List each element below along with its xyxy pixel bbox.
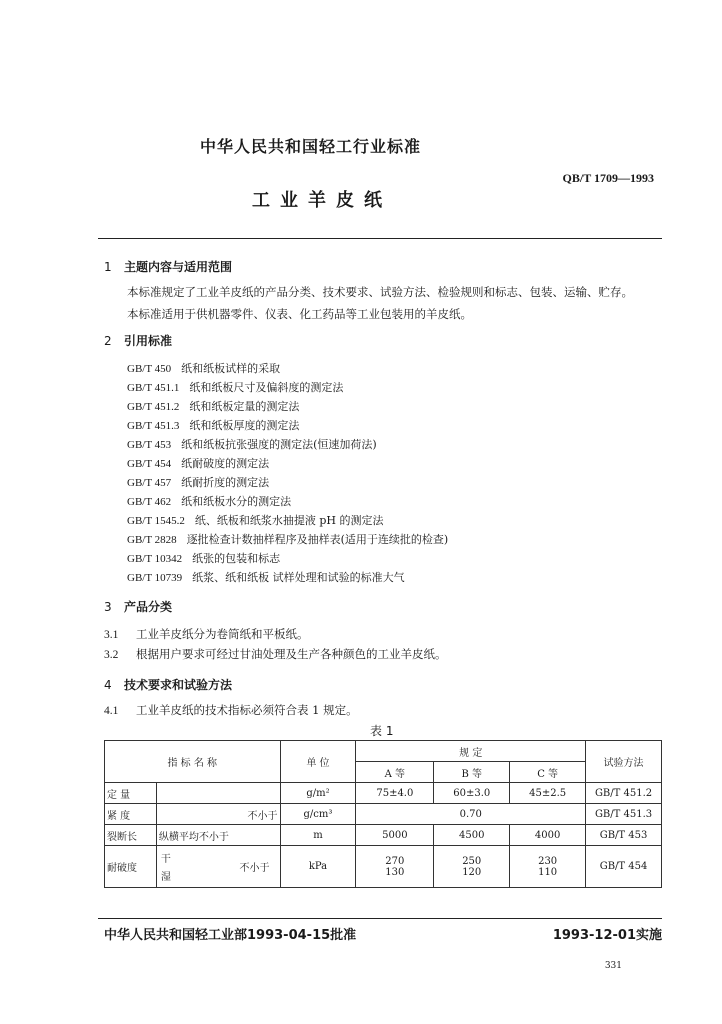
value-dry: 270 xyxy=(385,855,405,867)
cell-method: GB/T 453 xyxy=(586,825,662,846)
section-number: 2 xyxy=(104,334,112,348)
header-grade-b: B 等 xyxy=(434,762,510,783)
section-1-para-2: 本标准适用于供机器零件、仪表、化工药品等工业包装用的羊皮纸。 xyxy=(127,307,472,321)
clause-4-1 xyxy=(104,702,358,718)
effective-date: 1993-12-01实施 xyxy=(552,928,662,943)
reference-code: GB/T 2828 xyxy=(127,534,177,546)
row-condition xyxy=(156,783,280,804)
clause-3-1 xyxy=(104,626,309,642)
section-number: 1 xyxy=(104,260,112,274)
reference-item xyxy=(127,436,377,452)
value-wet: 120 xyxy=(462,866,482,878)
cell-grade-b: 4500 xyxy=(434,825,510,846)
reference-item xyxy=(127,512,384,528)
reference-title: 纸耐折度的测定法 xyxy=(181,476,270,489)
cell-grade-b: 60±3.0 xyxy=(434,783,510,804)
reference-code: GB/T 454 xyxy=(127,458,172,470)
reference-title: 纸和纸板抗张强度的测定法(恒速加荷法) xyxy=(181,438,377,451)
approval-note: 中华人民共和国轻工业部1993-04-15批准 xyxy=(104,928,357,943)
reference-code: GB/T 1545.2 xyxy=(127,515,185,527)
row-name: 裂断长 xyxy=(105,825,157,846)
reference-code: GB/T 451.3 xyxy=(127,420,180,432)
reference-code: GB/T 451.2 xyxy=(127,401,180,413)
clause-text: 工业羊皮纸的技术指标必须符合表 1 规定。 xyxy=(136,703,358,717)
cell-method: GB/T 454 xyxy=(586,846,662,888)
cell-grade-c xyxy=(510,846,586,888)
row-condition: 纵横平均不小于 xyxy=(156,825,280,846)
table-caption: 表 1 xyxy=(370,724,394,738)
section-title: 主题内容与适用范围 xyxy=(124,260,233,274)
cell-grade-c: 45±2.5 xyxy=(510,783,586,804)
value-wet: 130 xyxy=(385,866,405,878)
reference-item xyxy=(127,398,299,414)
reference-code: GB/T 450 xyxy=(127,363,172,375)
reference-item xyxy=(127,550,280,566)
row-condition: 不小于 xyxy=(156,804,280,825)
row-unit: g/cm³ xyxy=(280,804,356,825)
reference-code: GB/T 453 xyxy=(127,439,172,451)
cell-grade-c: 4000 xyxy=(510,825,586,846)
row-unit: kPa xyxy=(280,846,356,888)
reference-title: 纸和纸板尺寸及偏斜度的测定法 xyxy=(189,381,344,394)
condition-min: 不小于 xyxy=(239,863,270,874)
section-1-heading xyxy=(104,258,232,275)
clause-3-2 xyxy=(104,646,447,662)
reference-title: 纸和纸板试样的采取 xyxy=(181,362,281,375)
row-name: 紧 度 xyxy=(105,804,157,825)
value-wet: 110 xyxy=(538,866,558,878)
section-number: 3 xyxy=(104,600,112,614)
standard-code: QB/T 1709—1993 xyxy=(562,171,654,185)
reference-item xyxy=(127,493,291,509)
section-title: 引用标准 xyxy=(124,334,173,348)
section-title: 技术要求和试验方法 xyxy=(124,678,233,692)
reference-code: GB/T 10739 xyxy=(127,572,183,584)
section-title: 产品分类 xyxy=(124,600,173,614)
cell-method: GB/T 451.3 xyxy=(586,804,662,825)
value-dry: 230 xyxy=(538,855,558,867)
table-row xyxy=(105,825,662,846)
row-unit: m xyxy=(280,825,356,846)
header-spec: 规 定 xyxy=(356,741,586,762)
section-1-para-1: 本标准规定了工业羊皮纸的产品分类、技术要求、试验方法、检验规则和标志、包装、运输、贮存。 xyxy=(127,285,633,299)
row-condition xyxy=(156,846,280,888)
section-2-heading xyxy=(104,332,172,349)
header-indicator: 指 标 名 称 xyxy=(105,741,281,783)
reference-item xyxy=(127,531,448,547)
reference-title: 纸和纸板定量的测定法 xyxy=(189,400,300,413)
header-unit: 单 位 xyxy=(280,741,356,783)
section-4-heading xyxy=(104,676,232,693)
reference-title: 纸、纸板和纸浆水抽提液 pH 的测定法 xyxy=(194,514,384,527)
reference-title: 纸和纸板厚度的测定法 xyxy=(189,419,300,432)
clause-text: 工业羊皮纸分为卷筒纸和平板纸。 xyxy=(136,627,309,641)
section-3-heading xyxy=(104,598,172,615)
cell-grade-all: 0.70 xyxy=(356,804,586,825)
cell-grade-a xyxy=(356,846,434,888)
reference-item xyxy=(127,417,299,433)
clause-number: 3.1 xyxy=(104,629,119,641)
header-grade-c: C 等 xyxy=(510,762,586,783)
cell-method: GB/T 451.2 xyxy=(586,783,662,804)
header-rule xyxy=(98,238,662,239)
row-name: 定 量 xyxy=(105,783,157,804)
reference-item xyxy=(127,569,405,585)
clause-text: 根据用户要求可经过甘油处理及生产各种颜色的工业羊皮纸。 xyxy=(136,647,447,661)
reference-item xyxy=(127,455,269,471)
reference-title: 逐批检查计数抽样程序及抽样表(适用于连续批的检查) xyxy=(186,533,449,546)
header-method: 试验方法 xyxy=(586,741,662,783)
cell-grade-a: 75±4.0 xyxy=(356,783,434,804)
document-title: 工业羊皮纸 xyxy=(252,190,392,211)
reference-code: GB/T 457 xyxy=(127,477,172,489)
condition-dry: 干 xyxy=(160,854,171,865)
clause-number: 3.2 xyxy=(104,649,119,661)
issuing-organization: 中华人民共和国轻工行业标准 xyxy=(200,137,422,156)
clause-number: 4.1 xyxy=(104,705,119,717)
reference-title: 纸耐破度的测定法 xyxy=(181,457,270,470)
reference-title: 纸浆、纸和纸板 试样处理和试验的标准大气 xyxy=(192,571,405,584)
reference-title: 纸张的包装和标志 xyxy=(192,552,281,565)
table-row xyxy=(105,846,662,888)
reference-code: GB/T 10342 xyxy=(127,553,183,565)
page-number: 331 xyxy=(604,961,622,971)
reference-item xyxy=(127,360,280,376)
reference-item xyxy=(127,379,343,395)
cell-grade-a: 5000 xyxy=(356,825,434,846)
reference-item xyxy=(127,474,269,490)
condition-wet: 湿 xyxy=(160,872,171,883)
value-dry: 250 xyxy=(462,855,482,867)
spec-table xyxy=(104,740,662,888)
table-row xyxy=(105,783,662,804)
reference-title: 纸和纸板水分的测定法 xyxy=(181,495,292,508)
section-number: 4 xyxy=(104,678,112,692)
table-row xyxy=(105,804,662,825)
cell-grade-b xyxy=(434,846,510,888)
table-header-row xyxy=(105,741,662,762)
reference-code: GB/T 451.1 xyxy=(127,382,180,394)
row-unit: g/m² xyxy=(280,783,356,804)
header-grade-a: A 等 xyxy=(356,762,434,783)
row-name: 耐破度 xyxy=(105,846,157,888)
reference-code: GB/T 462 xyxy=(127,496,172,508)
footer-rule xyxy=(98,918,662,919)
